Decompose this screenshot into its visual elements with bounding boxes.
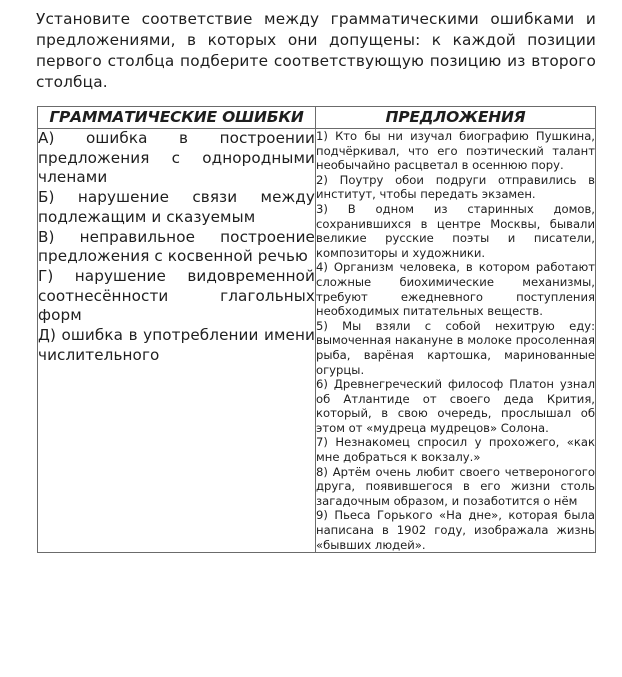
error-item-b: Б) нарушение связи между подлежащим и сказуемым [38, 188, 315, 226]
sentence-item-7: 7) Незнакомец спросил у прохожего, «как мне добраться к вокзалу.» [316, 435, 595, 465]
error-item-a: А) ошибка в построении предложения с однородными членами [38, 129, 315, 187]
sentence-item-1: 1) Кто бы ни изучал биографию Пушкина, подчёркивал, что его поэтический талант необычайно расцветал в осеннюю пору. [316, 129, 595, 173]
sentence-item-3: 3) В одном из старинных домов, сохранившихся в центре Москвы, бывали великие русские поэты и писатели, композиторы и художники. [316, 201, 595, 260]
error-item-g: Г) нарушение видовременной соотнесённости глагольных форм [38, 266, 315, 325]
sentence-item-4: 4) Организм человека, в котором работают сложные биохимические механизмы, требуют ежедневного поступления необходимых питательных веществ. [316, 260, 595, 319]
matching-table [37, 106, 596, 553]
sentence-item-8: 8) Артём очень любит своего четвероногого друга, появившегося в его жизни столь загадочным образом, и позаботится о нём [316, 464, 595, 508]
task-instruction: Установите соответствие между грамматическими ошибками и предложениями, в которых они допущены: к каждой позиции первого столбца подберите соответствующую позицию из второго столбца. [36, 10, 596, 91]
errors-column-header: ГРАММАТИЧЕСКИЕ ОШИБКИ [38, 107, 316, 129]
error-item-v: В) неправильное построение предложения с косвенной речью [38, 227, 315, 266]
error-item-d: Д) ошибка в употреблении имени числительного [38, 326, 315, 364]
errors-cell [38, 129, 316, 553]
sentences-column-header: ПРЕДЛОЖЕНИЯ [316, 107, 596, 129]
sentence-item-2: 2) Поутру обои подруги отправились в институт, чтобы передать экзамен. [316, 172, 595, 202]
sentences-cell [316, 129, 596, 553]
sentence-item-5: 5) Мы взяли с собой нехитрую еду: вымоченная накануне в молоке просоленная рыба, варёная картошка, маринованные огурцы. [316, 318, 595, 377]
sentence-item-9: 9) Пьеса Горького «На дне», которая была написана в 1902 году, изображала жизнь «бывших людей». [316, 508, 595, 552]
sentence-item-6: 6) Древнегреческий философ Платон узнал об Атлантиде от своего деда Крития, который, в свою очередь, прослышал об этом от «мудреца мудрецов» Солона. [316, 377, 595, 435]
